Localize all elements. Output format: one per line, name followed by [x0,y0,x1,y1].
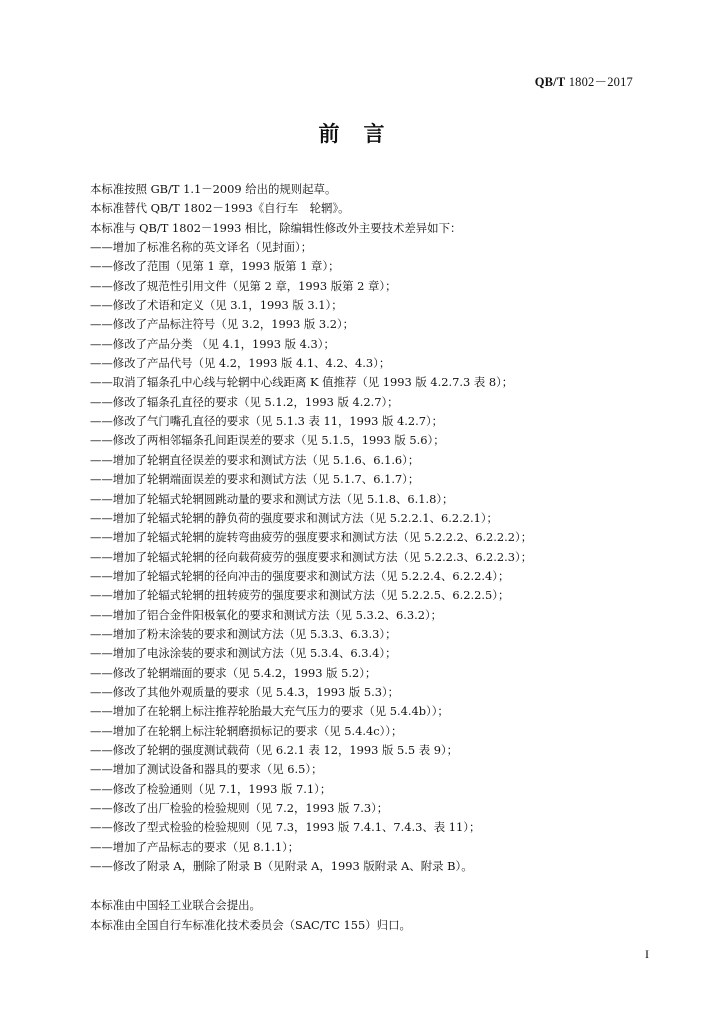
intro-line: 本标准替代 QB/T 1802－1993《自行车 轮辋》。 [90,201,350,216]
intro-line: 本标准与 QB/T 1802－1993 相比，除编辑性修改外主要技术差异如下： [90,220,462,235]
change-item: ——增加了产品标志的要求（见 8.1.1）； [90,839,300,854]
page-title: 前言 [318,122,409,146]
intro-paragraphs [90,180,650,238]
closing-line: 本标准由全国自行车标准化技术委员会（SAC/TC 155）归口。 [90,917,411,932]
change-item: ——增加了铝合金件阳极氧化的要求和测试方法（见 5.3.2、6.3.2）； [90,607,443,622]
change-item: ——修改了产品分类 （见 4.1，1993 版 4.3）； [90,336,335,351]
intro-line: 本标准按照 GB/T 1.1－2009 给出的规则起草。 [90,182,337,196]
paragraph-gap [90,876,650,896]
change-item: ——修改了附录 A，删除了附录 B（见附录 A，1993 版附录 A、附录 B）。 [90,859,473,874]
change-item: ——修改了其他外观质量的要求（见 5.4.3，1993 版 5.3）； [90,684,400,699]
change-item: ——修改了两相邻辐条孔间距误差的要求（见 5.1.5，1993 版 5.6）； [90,433,445,448]
change-item: ——增加了在轮辋上标注推荐轮胎最大充气压力的要求（见 5.4.4b））； [90,704,449,719]
change-item: ——增加了粉末涂装的要求和测试方法（见 5.3.3、6.3.3）； [90,626,397,641]
change-item: ——修改了轮辋端面的要求（见 5.4.2，1993 版 5.2）； [90,665,377,680]
change-item: ——增加了轮辐式轮辋的扭转疲劳的强度要求和测试方法（见 5.2.2.5、6.2.2.5）； [90,588,510,603]
change-item: ——修改了出厂检验的检验规则（见 7.2，1993 版 7.3）； [90,801,389,815]
change-item: ——修改了产品标注符号（见 3.2，1993 版 3.2）； [90,317,355,332]
standard-code-number: 1802－2017 [568,75,633,89]
change-item: ——修改了范围（见第 1 章，1993 版第 1 章）； [90,259,340,274]
change-item: ——增加了轮辐式轮辋的径向冲击的强度要求和测试方法（见 5.2.2.4、6.2.2.4）； [90,568,510,583]
foreword-body [90,180,650,935]
standard-code-prefix: QB/T [534,75,566,89]
change-item: ——增加了轮辋端面误差的要求和测试方法（见 5.1.7、6.1.7）； [90,472,420,487]
change-item: ——增加了轮辐式轮辋的径向载荷疲劳的强度要求和测试方法（见 5.2.2.3、6.2.2.3）； [90,549,533,564]
change-item: ——增加了轮辐式轮辋的旋转弯曲疲劳的强度要求和测试方法（见 5.2.2.2、6.2.2.2）； [90,530,533,545]
closing-paragraphs [90,896,650,935]
change-item: ——增加了轮辐式轮辋圆跳动量的要求和测试方法（见 5.1.8、6.1.8）； [90,491,454,506]
change-item: ——增加了轮辋直径误差的要求和测试方法（见 5.1.6、6.1.6）； [90,452,420,467]
closing-line: 本标准由中国轻工业联合会提出。 [90,898,261,913]
change-item: ——增加了在轮辋上标注轮辋磨损标记的要求（见 5.4.4c））； [90,723,403,738]
change-item: ——增加了测试设备和器具的要求（见 6.5）； [90,762,323,777]
change-item: ——修改了气门嘴孔直径的要求（见 5.1.3 表 11，1993 版 4.2.7）； [90,414,444,429]
change-item: ——修改了辐条孔直径的要求（见 5.1.2，1993 版 4.2.7）； [90,394,399,409]
change-item: ——增加了轮辐式轮辋的静负荷的强度要求和测试方法（见 5.2.2.1、6.2.2.1）； [90,510,498,525]
change-item: ——修改了检验通则（见 7.1，1993 版 7.1）； [90,781,332,796]
change-item: ——修改了轮辋的强度测试载荷（见 6.2.1 表 12，1993 版 5.5 表 9）； [90,742,459,757]
change-item: ——修改了规范性引用文件（见第 2 章，1993 版第 2 章）； [90,278,397,293]
change-item: ——增加了标准名称的英文译名（见封面）； [90,240,313,255]
standard-code [535,72,633,90]
change-list [90,238,650,876]
page-number: I [645,947,649,961]
change-item: ——修改了产品代号（见 4.2，1993 版 4.1、4.2、4.3）； [90,356,391,371]
change-item: ——修改了型式检验的检验规则（见 7.3，1993 版 7.4.1、7.4.3、表 11）； [90,820,481,835]
change-item: ——修改了术语和定义（见 3.1，1993 版 3.1）； [90,298,343,313]
change-item: ——取消了辐条孔中心线与轮辋中心线距离 K 值推荐（见 1993 版 4.2.7.3 表 8）； [90,375,514,390]
change-item: ——增加了电泳涂装的要求和测试方法（见 5.3.4、6.3.4）； [90,646,397,661]
